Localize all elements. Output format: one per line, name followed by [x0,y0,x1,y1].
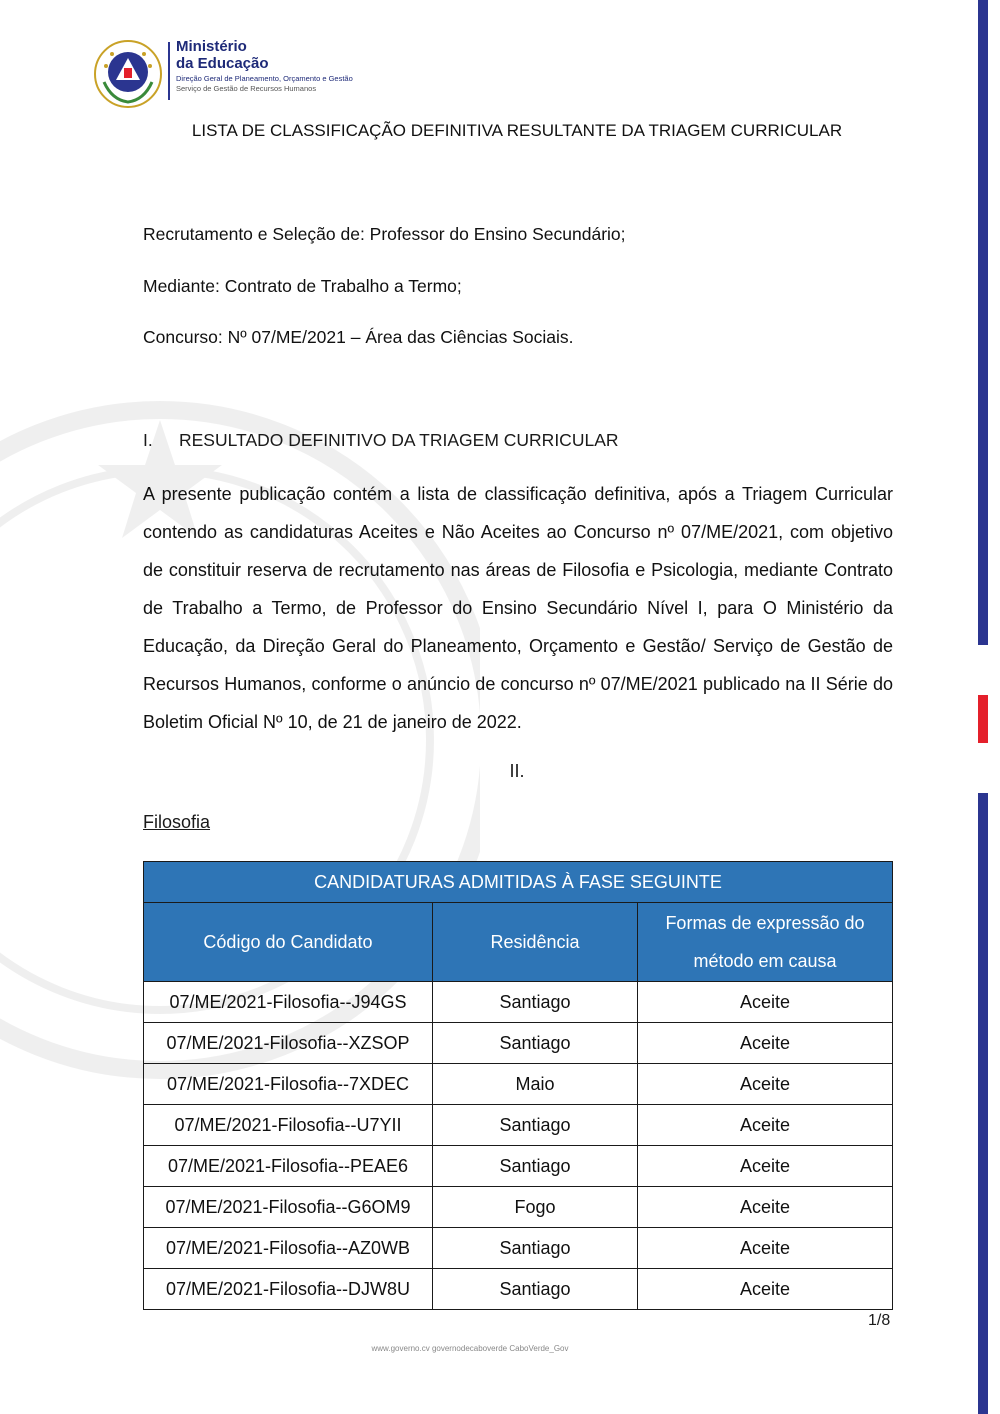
candidate-status: Aceite [638,982,893,1023]
section-1-paragraph: A presente publicação contém a lista de classificação definitiva, após a Triagem Curricular contendo as candidaturas Aceites e Não Aceites ao Concurso nº 07/ME/2021, com objetivo de constituir reserva de recrutamento nas áreas de Filosofia e Psicologia, mediante Contrato de Trabalho a Termo, de Professor do Ensino Secundário Nível I, para O Ministério da Educação, da Direção Geral do Planeamento, Orçamento e Gestão/ Serviço de Gestão de Recursos Humanos, conforme o anúncio de concurso nº 07/ME/2021 publicado na II Série do Boletim Oficial Nº 10, de 21 de janeiro de 2022. [143,484,893,732]
logo-directorate: Direção Geral de Planeamento, Orçamento e Gestão [176,74,353,83]
footer-social-links: www.governo.cv governodecaboverde CaboVerde_Gov [371,1344,569,1353]
table-title-row [144,862,893,903]
candidate-residence: Santiago [433,1105,638,1146]
table-row [144,1023,893,1064]
candidate-code: 07/ME/2021-Filosofia--AZ0WB [144,1228,433,1269]
table-row [144,1105,893,1146]
candidate-status: Aceite [638,1146,893,1187]
candidate-residence: Santiago [433,1228,638,1269]
table-row [144,982,893,1023]
candidate-residence: Fogo [433,1187,638,1228]
table-header-row [144,903,893,982]
candidate-residence: Santiago [433,1023,638,1064]
coat-of-arms-icon [92,38,164,110]
candidates-table [143,861,893,1310]
document-title: LISTA DE CLASSIFICAÇÃO DEFINITIVA RESULTANTE DA TRIAGEM CURRICULAR [191,121,843,140]
brand-stripe-red [978,695,988,743]
logo-service: Serviço de Gestão de Recursos Humanos [176,84,317,93]
concurso-line: Concurso: Nº 07/ME/2021 – Área das Ciências Sociais. [143,327,574,347]
brand-stripe-blue-top [978,0,988,645]
column-header-method [638,903,893,982]
section-1-heading [143,430,619,451]
candidate-status: Aceite [638,1023,893,1064]
candidate-status: Aceite [638,1064,893,1105]
page-number: 1/8 [868,1312,891,1329]
recruitment-line: Recrutamento e Seleção de: Professor do Ensino Secundário; [143,224,626,244]
subject-heading: Filosofia [143,812,211,832]
logo-text [176,38,353,93]
candidate-status: Aceite [638,1269,893,1310]
logo-ministry: Ministério [176,38,247,55]
table-row [144,1146,893,1187]
logo-divider [168,42,170,100]
ministry-logo [92,38,353,110]
candidate-code: 07/ME/2021-Filosofia--J94GS [144,982,433,1023]
section-1-title: RESULTADO DEFINITIVO DA TRIAGEM CURRICULAR [179,430,619,450]
candidate-code: 07/ME/2021-Filosofia--XZSOP [144,1023,433,1064]
candidate-code: 07/ME/2021-Filosofia--7XDEC [144,1064,433,1105]
logo-education: da Educação [176,55,269,72]
table-row [144,1269,893,1310]
table-row [144,1064,893,1105]
candidate-residence: Santiago [433,982,638,1023]
table-row [144,1187,893,1228]
column-header-residence: Residência [433,903,638,982]
brand-stripe-blue-bottom [978,793,988,1414]
candidate-residence: Maio [433,1064,638,1105]
column-header-method-label: Formas de expressão do método em causa [665,913,865,971]
section-2-number: II. [509,761,525,781]
candidate-status: Aceite [638,1228,893,1269]
candidate-residence: Santiago [433,1146,638,1187]
section-1-number: I. [143,430,153,450]
table-title: CANDIDATURAS ADMITIDAS À FASE SEGUINTE [144,862,893,903]
candidate-code: 07/ME/2021-Filosofia--G6OM9 [144,1187,433,1228]
column-header-code: Código do Candidato [144,903,433,982]
mediante-line: Mediante: Contrato de Trabalho a Termo; [143,276,462,296]
candidate-residence: Santiago [433,1269,638,1310]
table-row [144,1228,893,1269]
candidate-status: Aceite [638,1105,893,1146]
candidate-status: Aceite [638,1187,893,1228]
candidate-code: 07/ME/2021-Filosofia--U7YII [144,1105,433,1146]
candidate-code: 07/ME/2021-Filosofia--DJW8U [144,1269,433,1310]
candidate-code: 07/ME/2021-Filosofia--PEAE6 [144,1146,433,1187]
